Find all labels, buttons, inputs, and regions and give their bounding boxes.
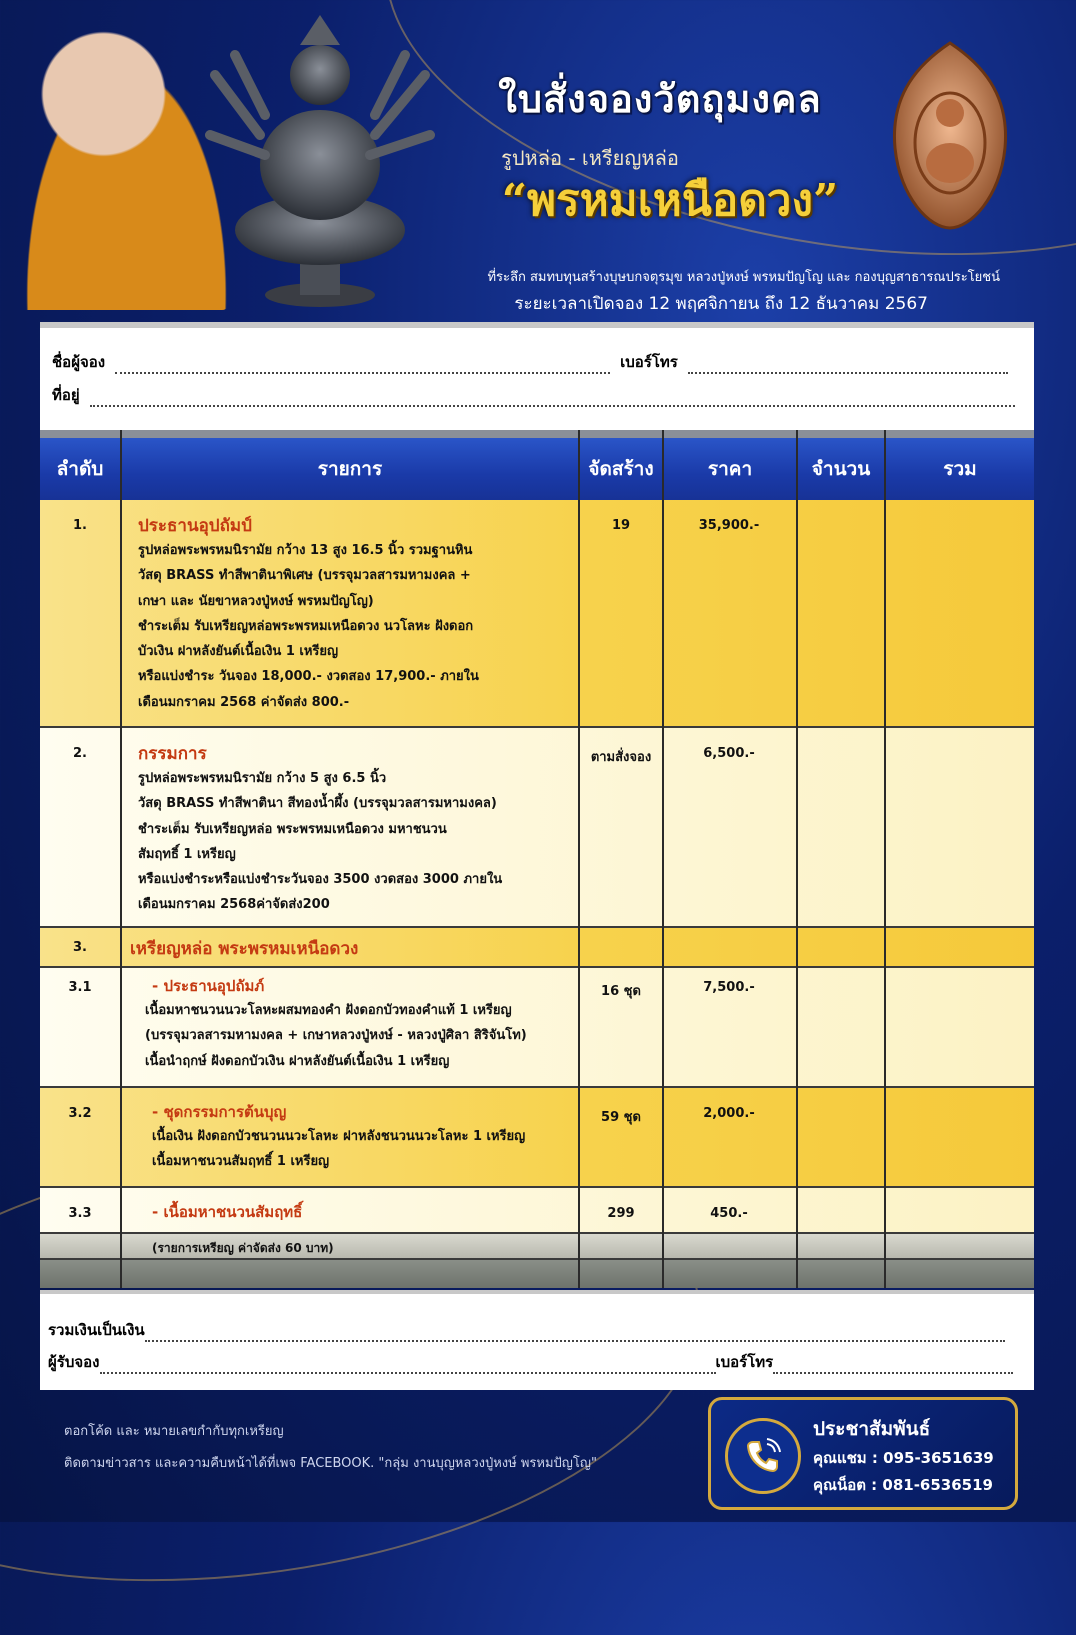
page-subtitle: รูปหล่อ - เหรียญหล่อ — [501, 146, 679, 170]
row-made-count: ตามสั่งจอง — [590, 750, 652, 765]
row-title: - ประธานอุปถัมภ์ — [152, 977, 265, 995]
row-price: 6,500.- — [703, 746, 755, 761]
address-label: ที่อยู่ — [52, 386, 80, 404]
contact-phone-1: คุณแชม : 095-3651639 — [813, 1449, 994, 1467]
facebook-note: ติดตามข่าวสาร และความคืบหน้าได้ที่เพจ FACEBOOK. "กลุ่ม งานบุญหลวงปู่หงษ์ พรหมปัญโญ" — [64, 1456, 597, 1471]
column-divider — [578, 430, 580, 1288]
header-made: จัดสร้าง — [588, 458, 654, 480]
contact-phone-2: คุณน็อต : 081-6536519 — [813, 1476, 993, 1494]
row-number: 3.1 — [68, 980, 92, 995]
header-price: ราคา — [707, 458, 753, 480]
total-form — [40, 1290, 1034, 1390]
booker-name-label: ชื่อผู้จอง — [52, 353, 106, 371]
header-total: รวม — [943, 458, 977, 480]
amulet-coin-image — [885, 38, 1015, 233]
row-number: 2. — [73, 746, 87, 761]
row-number: 1. — [73, 518, 87, 533]
row-number: 3. — [73, 940, 87, 955]
row-title: - เนื้อมหาชนวนสัมฤทธิ์ — [152, 1203, 303, 1221]
purpose-text: ที่ระลึก สมทบทุนสร้างบุษบกจตุรมุข หลวงปู่หงษ์ พรหมปัญโญ และ กองบุญสาธารณประโยชน์ — [487, 270, 1000, 285]
row-made-count: 16 ชุด — [601, 984, 641, 999]
row-description: รูปหล่อพระพรหมนิรามัย กว้าง 13 สูง 16.5 นิ้ว รวมฐานหิน วัสดุ BRASS ทำสีพาตินาพิเศษ (บรรจุมวลสารมหามงคล + เกษา และ นัยขาหลวงปู่หงษ์ พรหมปัญโญ) ชำระเต็ม รับเหรียญหล่อพระพรหมเหนือดวง นวโลหะ ฝังดอก บัวเงิน ฝาหลังยันต์เนื้อเงิน 1 เหรียญ หรือแบ่งชำระ วันจอง 18,000.- งวดสอง 17,900.- ภายใน เดือนมกราคม 2568 ค่าจัดส่ง 800.- — [138, 543, 479, 710]
phone-icon — [725, 1418, 801, 1494]
row-made-count: 59 ชุด — [601, 1110, 641, 1125]
address-field[interactable] — [90, 391, 1015, 407]
column-divider — [884, 430, 886, 1288]
contact-title: ประชาสัมพันธ์ — [813, 1418, 931, 1440]
row-price: 2,000.- — [703, 1106, 755, 1121]
row-description: เนื้อมหาชนวนนวะโลหะผสมทองคำ ฝังดอกบัวทองคำแท้ 1 เหรียญ (บรรจุมวลสารมหามงคล + เกษาหลวงปู่หงษ์ - หลวงปู่ศิลา สิริจันโท) เนื้อนำฤกษ์ ฝังดอกบัวเงิน ฝาหลังยันต์เนื้อเงิน 1 เหรียญ — [145, 1003, 527, 1069]
total-amount-label: รวมเงินเป็นเงิน — [48, 1321, 145, 1339]
receiver-phone-label: เบอร์โทร — [715, 1353, 774, 1371]
column-divider — [662, 430, 664, 1288]
booker-info-form — [40, 322, 1034, 436]
row-title: ประธานอุปถัมป์ — [138, 516, 252, 536]
column-divider — [796, 430, 798, 1288]
column-divider — [120, 430, 122, 1288]
amulet-series-name: “พรหมเหนือดวง” — [501, 175, 839, 226]
receiver-phone-field[interactable] — [773, 1358, 1013, 1374]
row-made-count: 19 — [611, 518, 631, 533]
receiver-label: ผู้รับจอง — [48, 1353, 100, 1371]
contact-box — [708, 1397, 1018, 1510]
booker-name-field[interactable] — [115, 358, 610, 374]
row-title: กรรมการ — [138, 744, 207, 764]
total-amount-field[interactable] — [145, 1326, 1005, 1342]
row-price: 7,500.- — [703, 980, 755, 995]
row-price: 450.- — [710, 1206, 748, 1221]
row-title: - ชุดกรรมการต้นบุญ — [152, 1103, 287, 1121]
row-number: 3.3 — [68, 1206, 92, 1221]
code-note: ตอกโค้ด และ หมายเลขกำกับทุกเหรียญ — [64, 1424, 284, 1439]
row-number: 3.2 — [68, 1106, 92, 1121]
row-title: เหรียญหล่อ พระพรหมเหนือดวง — [130, 939, 359, 959]
row-description: รูปหล่อพระพรหมนิรามัย กว้าง 5 สูง 6.5 นิ้ว วัสดุ BRASS ทำสีพาตินา สีทองน้ำผึ้ง (บรรจุมวลสารมหามงคล) ชำระเต็ม รับเหรียญหล่อ พระพรหมเหนือดวง มหาชนวน สัมฤทธิ์ 1 เหรียญ หรือแบ่งชำระหรือแบ่งชำระวันจอง 3500 งวดสอง 3000 ภายใน เดือนมกราคม 2568ค่าจัดส่ง200 — [138, 771, 503, 913]
booker-phone-field[interactable] — [688, 358, 1008, 374]
page-title: ใบสั่งจองวัตถุมงคล — [498, 76, 822, 121]
row-price: 35,900.- — [698, 518, 760, 533]
shipping-note: (รายการเหรียญ ค่าจัดส่ง 60 บาท) — [152, 1241, 334, 1255]
monk-photo — [0, 10, 230, 310]
booking-period: ระยะเวลาเปิดจอง 12 พฤศจิกายน ถึง 12 ธันวาคม 2567 — [514, 294, 928, 314]
order-table — [40, 430, 1034, 1288]
header-no: ลำดับ — [56, 458, 104, 480]
header-item: รายการ — [317, 458, 383, 480]
row-made-count: 299 — [607, 1206, 635, 1221]
booker-phone-label: เบอร์โทร — [620, 353, 678, 371]
receiver-field[interactable] — [100, 1358, 716, 1374]
header-quantity: จำนวน — [811, 458, 871, 480]
row-description: เนื้อเงิน ฝังดอกบัวชนวนนวะโลหะ ฝาหลังชนวนนวะโลหะ 1 เหรียญ เนื้อมหาชนวนสัมฤทธิ์ 1 เหรียญ — [152, 1129, 526, 1170]
